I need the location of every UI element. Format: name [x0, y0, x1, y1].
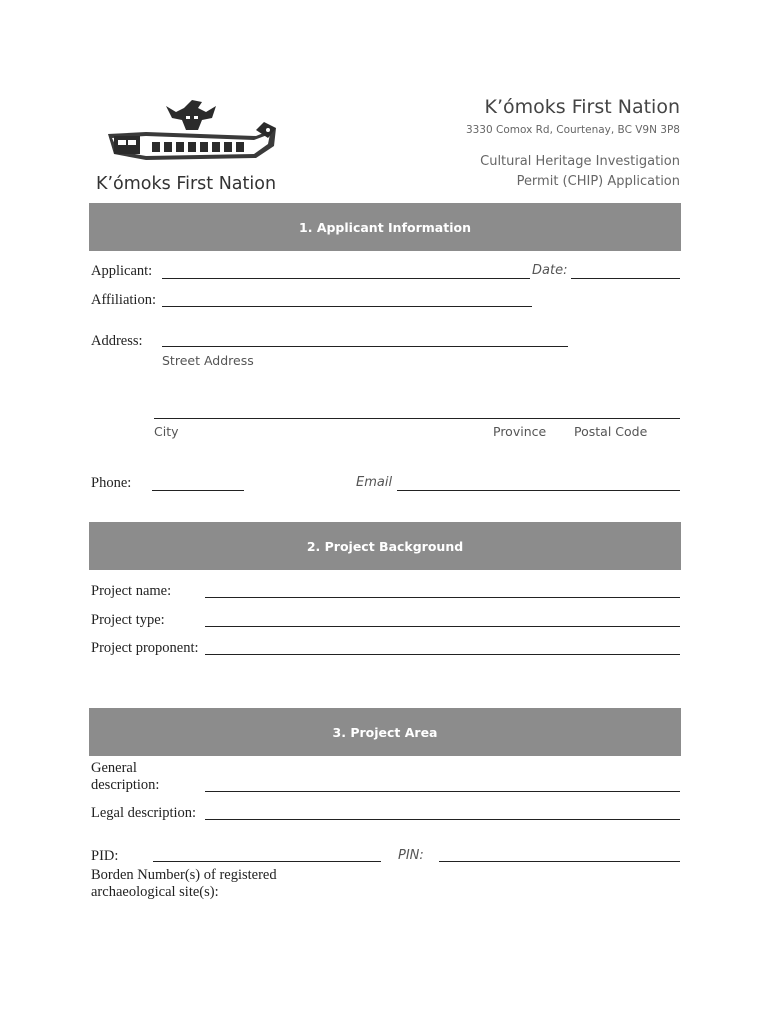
project-name-input[interactable]	[205, 581, 680, 598]
project-proponent-input[interactable]	[205, 638, 680, 655]
email-input[interactable]	[397, 474, 680, 491]
phone-label: Phone:	[91, 475, 132, 491]
city-caption: City	[154, 424, 179, 439]
phone-input[interactable]	[152, 474, 244, 491]
date-label: Date:	[532, 263, 568, 278]
applicant-label: Applicant:	[91, 263, 153, 279]
postal-code-caption: Postal Code	[574, 424, 648, 439]
pid-label: PID:	[91, 848, 119, 864]
street-address-caption: Street Address	[162, 353, 254, 368]
project-type-label: Project type:	[91, 612, 165, 628]
borden-label-line1: Borden Number(s) of registered	[91, 867, 277, 883]
org-address: 3330 Comox Rd, Courtenay, BC V9N 3P8	[465, 124, 680, 136]
affiliation-label: Affiliation:	[91, 292, 156, 308]
logo-text: K’ómoks First Nation	[96, 174, 277, 194]
section-area-header: 3. Project Area	[89, 708, 681, 756]
pin-input[interactable]	[439, 845, 680, 862]
city-province-postal-input[interactable]	[154, 402, 680, 419]
address-label: Address:	[91, 333, 143, 349]
general-description-input[interactable]	[205, 775, 680, 792]
general-description-label-line1: General	[91, 760, 137, 776]
section-background-header: 2. Project Background	[89, 522, 681, 570]
logo	[96, 96, 286, 196]
date-input[interactable]	[571, 262, 680, 279]
project-proponent-label: Project proponent:	[91, 640, 199, 656]
project-type-input[interactable]	[205, 610, 680, 627]
legal-description-input[interactable]	[205, 803, 680, 820]
form-title-line1: Cultural Heritage Investigation	[480, 154, 680, 169]
legal-description-label: Legal description:	[91, 805, 197, 821]
form-title-line2: Permit (CHIP) Application	[516, 174, 680, 189]
thunderbird-canoe-logo-icon	[106, 96, 281, 176]
pid-input[interactable]	[153, 845, 381, 862]
applicant-input[interactable]	[162, 262, 530, 279]
general-description-label-line2: description:	[91, 777, 160, 793]
affiliation-input[interactable]	[162, 290, 532, 307]
project-name-label: Project name:	[91, 583, 172, 599]
section-applicant-header: 1. Applicant Information	[89, 203, 681, 251]
borden-label-line2: archaeological site(s):	[91, 884, 219, 900]
email-label: Email	[356, 475, 393, 490]
province-caption: Province	[493, 424, 547, 439]
street-address-input[interactable]	[162, 330, 568, 347]
pin-label: PIN:	[398, 848, 424, 863]
org-name: K’ómoks First Nation	[484, 96, 680, 118]
